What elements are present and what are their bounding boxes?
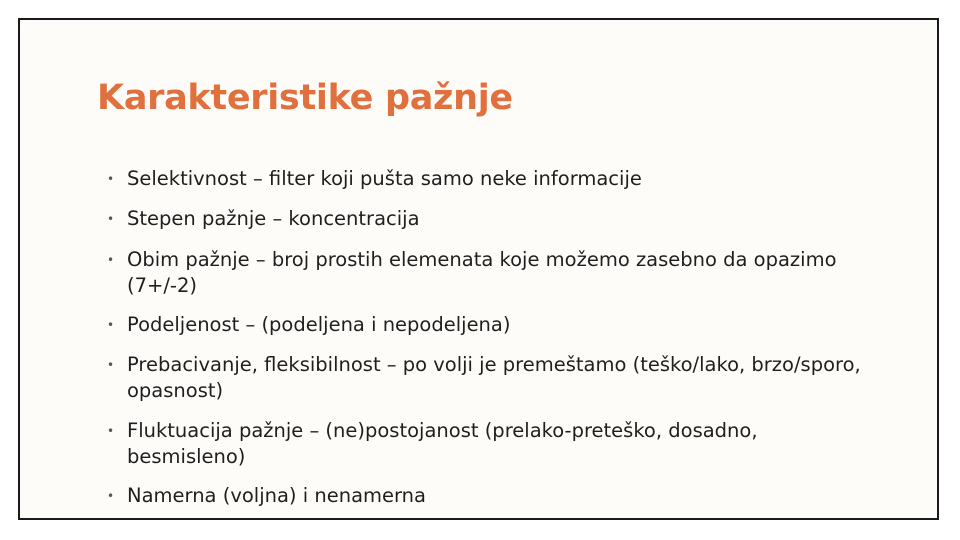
- bullet-text: Podeljenost – (podeljena i nepodeljena): [127, 313, 511, 336]
- bullet-icon: •: [107, 489, 115, 503]
- bullet-text: Obim pažnje – broj prostih elemenata koje možemo zasebno da opazimo (7+/-2): [127, 248, 837, 297]
- bullet-text: Prebacivanje, fleksibilnost – po volji je premeštamo (teško/lako, brzo/sporo, opasnost): [127, 353, 861, 402]
- bullet-item-podeljenost: [107, 312, 867, 338]
- bullet-icon: •: [107, 172, 115, 186]
- bullet-item-fluktuacija: [107, 418, 867, 470]
- bullet-text: Namerna (voljna) i nenamerna: [127, 484, 426, 507]
- bullet-text: Fluktuacija pažnje – (ne)postojanost (prelako-preteško, dosadno, besmisleno): [127, 419, 758, 468]
- bullet-icon: •: [107, 358, 115, 372]
- bullet-item-selektivnost: [107, 166, 867, 192]
- slide-title: Karakteristike pažnje: [97, 78, 513, 118]
- bullet-icon: •: [107, 318, 115, 332]
- bullet-icon: •: [107, 212, 115, 226]
- bullet-item-obim: [107, 247, 867, 299]
- bullet-icon: •: [107, 424, 115, 438]
- bullet-item-namerna: [107, 483, 867, 509]
- bullet-item-stepen: [107, 206, 867, 232]
- bullet-item-prebacivanje: [107, 352, 867, 404]
- bullet-text: Selektivnost – filter koji pušta samo neke informacije: [127, 167, 642, 190]
- bullet-icon: •: [107, 253, 115, 267]
- bullet-text: Stepen pažnje – koncentracija: [127, 207, 420, 230]
